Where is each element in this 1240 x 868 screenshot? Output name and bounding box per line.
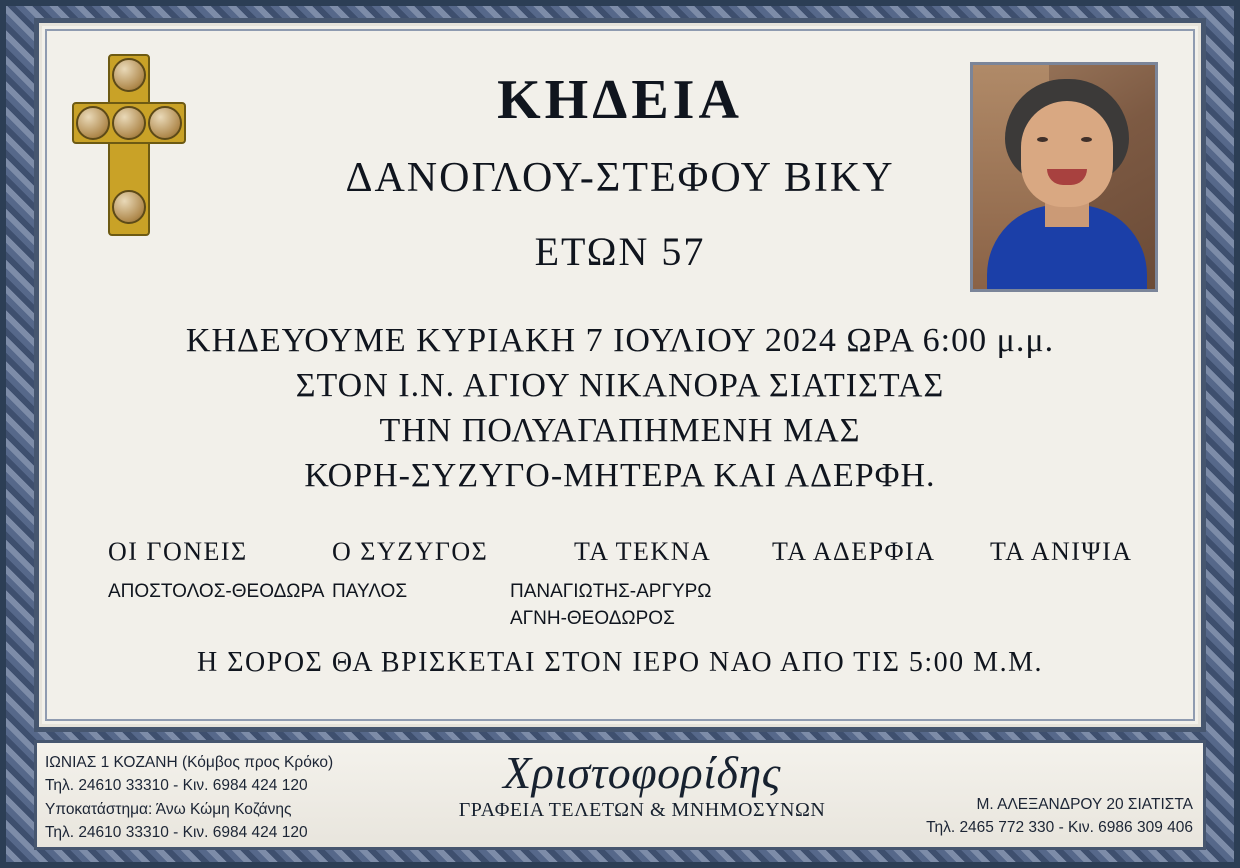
banner-left-line-1: ΙΩΝΙΑΣ 1 ΚΟΖΑΝΗ (Κόμβος προς Κρόκο) xyxy=(45,754,334,771)
family-group-heading: ΤΑ ΑΝΙΨΙΑ xyxy=(990,536,1133,566)
portrait-photo xyxy=(970,62,1158,292)
notice-content xyxy=(60,40,1180,710)
wake-note: Η ΣΟΡΟΣ ΘΑ ΒΡΙΣΚΕΤΑΙ ΣΤΟΝ ΙΕΡΟ ΝΑΟ ΑΠΟ ΤΙΣ 5:00 Μ.Μ. xyxy=(197,646,1043,678)
brand-subtitle: ΓΡΑΦΕΙΑ ΤΕΛΕΤΩΝ & ΜΝΗΜΟΣΥΝΩΝ xyxy=(458,799,826,822)
announcement-line-2: ΣΤΟΝ Ι.Ν. ΑΓΙΟΥ ΝΙΚΑΝΟΡΑ ΣΙΑΤΙΣΤΑΣ xyxy=(295,366,945,404)
banner-address-left xyxy=(45,751,395,844)
announcement-block xyxy=(60,319,1180,499)
family-group-spouse xyxy=(332,537,488,605)
deceased-name: ΔΑΝΟΓΛΟΥ-ΣΤΕΦΟΥ ΒΙΚΥ xyxy=(345,155,895,201)
family-list xyxy=(60,537,1180,633)
banner-left-line-4: Τηλ. 24610 33310 - Κιν. 6984 424 120 xyxy=(45,823,308,841)
announcement-line-4: ΚΟΡΗ-ΣΥΖΥΓΟ-ΜΗΤΕΡΑ ΚΑΙ ΑΔΕΡΦΗ. xyxy=(304,456,936,494)
banner-right-line-1: Μ. ΑΛΕΞΑΝΔΡΟΥ 20 ΣΙΑΤΙΣΤΑ xyxy=(976,795,1193,813)
orthodox-cross-icon xyxy=(68,50,188,240)
family-group-heading: ΤΑ ΤΕΚΝΑ xyxy=(574,536,712,566)
deceased-age: ΕΤΩΝ 57 xyxy=(534,229,706,274)
family-group-parents xyxy=(108,537,324,605)
family-group-heading: ΟΙ ΓΟΝΕΙΣ xyxy=(108,536,248,566)
funeral-home-banner xyxy=(34,740,1206,850)
family-group-children xyxy=(510,537,712,632)
family-group-names-2: ΑΓΝΗ-ΘΕΟΔΩΡΟΣ xyxy=(510,608,675,630)
family-group-siblings xyxy=(772,537,935,567)
page-title: ΚΗΔΕΙΑ xyxy=(497,69,743,131)
family-group-names-1: ΠΑΝΑΓΙΩΤΗΣ-ΑΡΓΥΡΩ xyxy=(510,580,712,602)
banner-brand xyxy=(427,749,857,822)
banner-left-line-2: Τηλ. 24610 33310 - Κιν. 6984 424 120 xyxy=(45,777,308,795)
banner-right-line-2: Τηλ. 2465 772 330 - Κιν. 6986 309 406 xyxy=(926,818,1193,836)
family-group-names: ΠΑΥΛΟΣ xyxy=(332,580,408,602)
family-group-nephews xyxy=(990,537,1133,567)
family-group-names: ΑΠΟΣΤΟΛΟΣ-ΘΕΟΔΩΡΑ xyxy=(108,580,325,602)
banner-address-right xyxy=(926,793,1193,840)
brand-name: Χριστοφορίδης xyxy=(503,747,781,798)
family-group-heading: ΤΑ ΑΔΕΡΦΙΑ xyxy=(772,536,936,566)
announcement-line-1: ΚΗΔΕΥΟΥΜΕ ΚΥΡΙΑΚΗ 7 ΙΟΥΛΙΟΥ 2024 ΩΡΑ 6:00 μ.μ. xyxy=(185,322,1055,359)
announcement-line-3: ΤΗΝ ΠΟΛΥΑΓΑΠΗΜΕΝΗ ΜΑΣ xyxy=(379,411,861,449)
banner-left-line-3: Υποκατάστημα: Άνω Κώμη Κοζάνης xyxy=(45,800,292,818)
family-group-heading: Ο ΣΥΖΥΓΟΣ xyxy=(332,536,489,566)
